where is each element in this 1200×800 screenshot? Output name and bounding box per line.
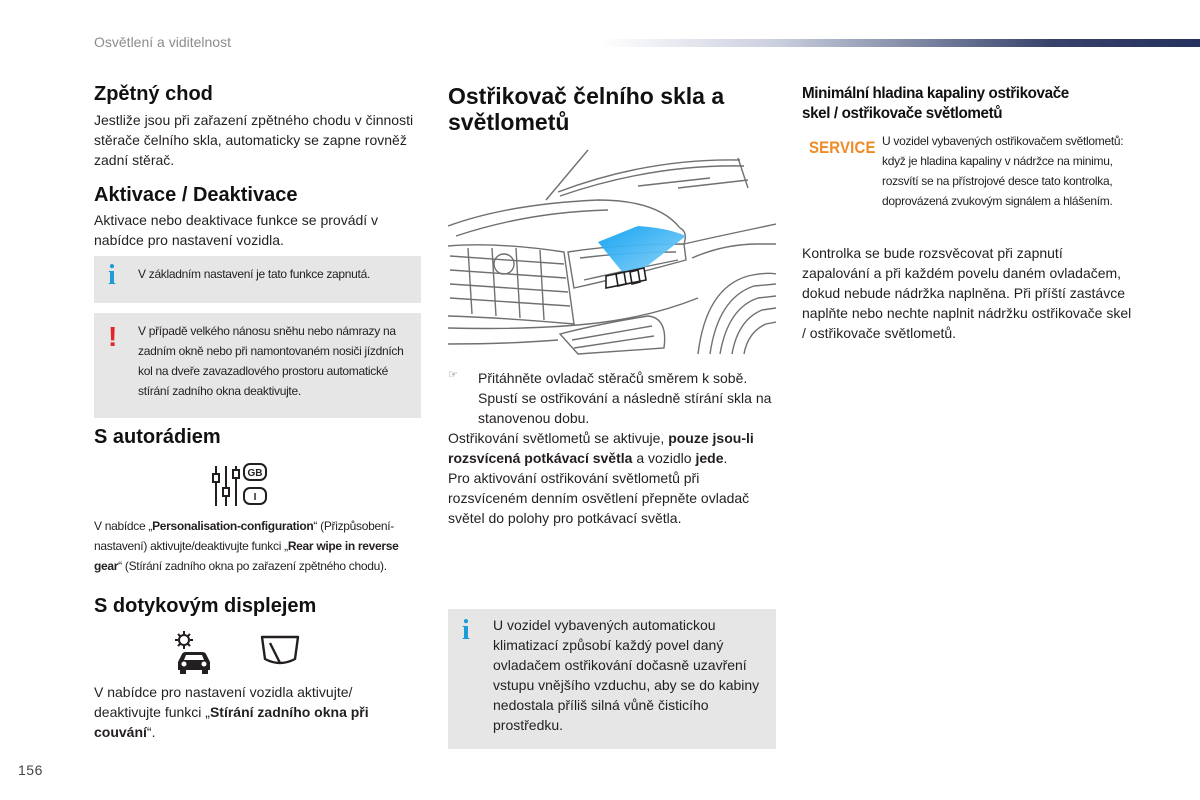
header-color-bar <box>600 39 1200 47</box>
washer-fluid-level-title: Minimální hladina kapaliny ostřikovače skel / ostřikovače světlometů <box>802 85 1069 122</box>
rear-wiper-icon <box>258 633 302 674</box>
service-light-text: U vozidel vybavených ostřikovačem světlometů: když je hladina kapaliny v nádržce na minimu, rozsvítí se na přístrojové desce tato kontrolka, doprovázená zvukovým signálem a hlášením. <box>882 134 1124 208</box>
service-warning-icon: SERVICE <box>809 138 876 157</box>
info-icon: i <box>108 260 116 291</box>
aktivace-text: Aktivace nebo deaktivace funkce se provádí v nabídce pro nastavení vozidla. <box>94 212 379 248</box>
car-settings-icon <box>174 630 214 679</box>
washer-section-title: Ostřikovač čelního skla a světlometů <box>448 83 725 135</box>
headlamp-washer-text: Ostřikování světlometů se aktivuje, pouze jsou-li rozsvícená potkávací světla a vozidlo jede. Pro aktivování ostřikování světlometů při rozsvíceném denním osvětlení přepněte ovladač světel do polohy pro potkávací světla. <box>448 430 754 526</box>
info-note-text: V základním nastavení je tato funkce zapnutá. <box>138 267 370 281</box>
zpetny-chod-text: Jestliže jsou při zařazení zpětného chodu v činnosti stěrače čelního skla, automaticky se zapne rovněž zadní stěrač. <box>94 112 414 168</box>
info-icon: i <box>462 615 470 646</box>
warning-icon: ! <box>108 321 118 352</box>
car-front-illustration <box>448 148 776 363</box>
heading-touchscreen: S dotykovým displejem <box>94 595 317 617</box>
section-header-title: Osvětlení a viditelnost <box>94 34 231 50</box>
menu-settings-icon <box>212 462 272 517</box>
warning-note <box>94 313 421 418</box>
touchscreen-text: V nabídce pro nastavení vozidla aktivujte/ deaktivujte funkci „Stírání zadního okna při couvání“. <box>94 684 369 740</box>
heading-autoradio: S autorádiem <box>94 426 221 448</box>
pointing-hand-icon: ☞ <box>448 369 458 381</box>
heading-aktivace: Aktivace / Deaktivace <box>94 184 298 206</box>
info-note-default <box>94 256 421 303</box>
warning-light-behaviour-text: Kontrolka se bude rozsvěcovat při zapnutí zapalování a při každém povelu daném ovladačem, dokud nebude nádržka naplněna. Při příští zastávce naplňte nebo nechte naplnit nádržku ostřikovače skel / ostřikovače světlometů. <box>802 245 1132 341</box>
washer-instruction <box>448 368 776 428</box>
setup-icon-label-bottom: I <box>253 492 257 503</box>
air-conditioning-note-text: U vozidel vybavených automatickou klimatizací způsobí každý povel daný ovladačem ostřikování dočasně uzavření vstupu vnějšího vzduchu, aby se do kabiny nedostala příliš silná vůně čisticího prostředku. <box>493 617 760 733</box>
warning-note-text: V případě velkého nánosu sněhu nebo námrazy na zadním okně nebo při namontovaném nosiči jízdních kol na dveře zavazadlového prostoru automatické stírání zadního okna deaktivujte. <box>138 324 404 398</box>
heading-zpetny-chod: Zpětný chod <box>94 83 213 105</box>
page-number: 156 <box>18 762 43 778</box>
washer-instruction-text: Přitáhněte ovladač stěračů směrem k sobě. Spustí se ostřikování a následně stírání skla na stanovenou dobu. <box>478 370 772 426</box>
info-note-air-conditioning <box>448 609 776 749</box>
setup-icon-label-top: GB <box>247 468 263 479</box>
autoradio-text: V nabídce „Personalisation-configuration“ (Přizpůsobení-nastavení) aktivujte/deaktivujte funkci „Rear wipe in reverse gear“ (Stírání zadního okna po zařazení zpětného chodu). <box>94 519 399 573</box>
